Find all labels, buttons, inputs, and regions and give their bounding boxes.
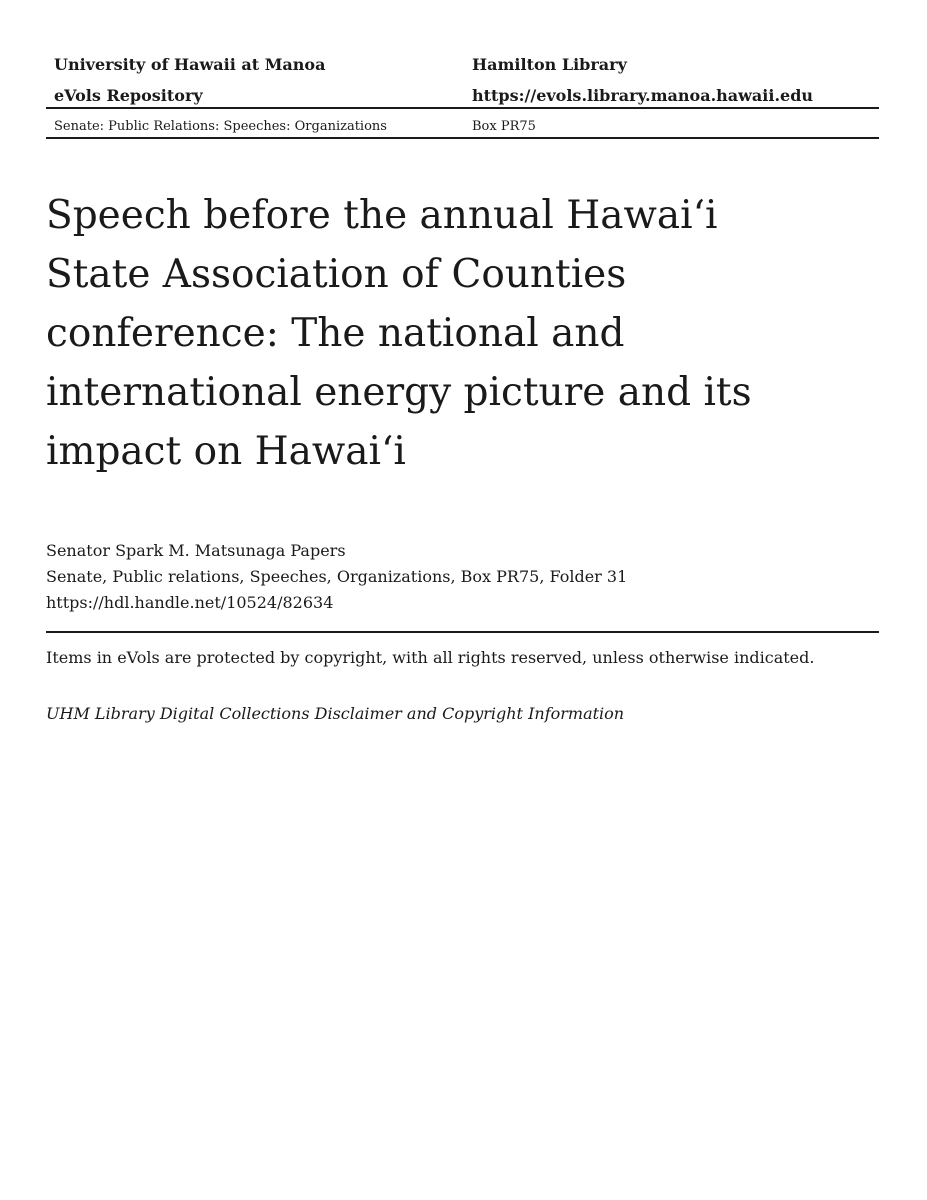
library-name: Hamilton Library (472, 55, 627, 74)
disclaimer-link[interactable]: UHM Library Digital Collections Disclaimer and Copyright Information (46, 704, 625, 723)
section-divider (46, 631, 879, 633)
box-label: Box PR75 (472, 119, 536, 134)
header-subrow (46, 116, 879, 136)
header-divider-bottom (46, 137, 879, 139)
copyright-notice: Items in eVols are protected by copyright, with all rights reserved, unless otherwise indicated. (46, 648, 815, 667)
collection-name: Senator Spark M. Matsunaga Papers (46, 541, 346, 560)
header-row-1 (46, 50, 879, 81)
document-metadata (46, 538, 879, 616)
institution-name: University of Hawaii at Manoa (54, 55, 326, 74)
collection-path: Senate: Public Relations: Speeches: Organizations (54, 119, 387, 134)
header-divider-top (46, 107, 879, 109)
repository-name: eVols Repository (54, 86, 203, 105)
handle-link[interactable]: https://hdl.handle.net/10524/82634 (46, 593, 334, 612)
repository-url: https://evols.library.manoa.hawaii.edu (472, 86, 814, 105)
document-header (46, 50, 879, 134)
document-title: Speech before the annual Hawai‘i State Association of Counties conference: The national and international energy picture and its impact on Hawai‘i (46, 193, 752, 474)
archive-location: Senate, Public relations, Speeches, Organizations, Box PR75, Folder 31 (46, 567, 628, 586)
